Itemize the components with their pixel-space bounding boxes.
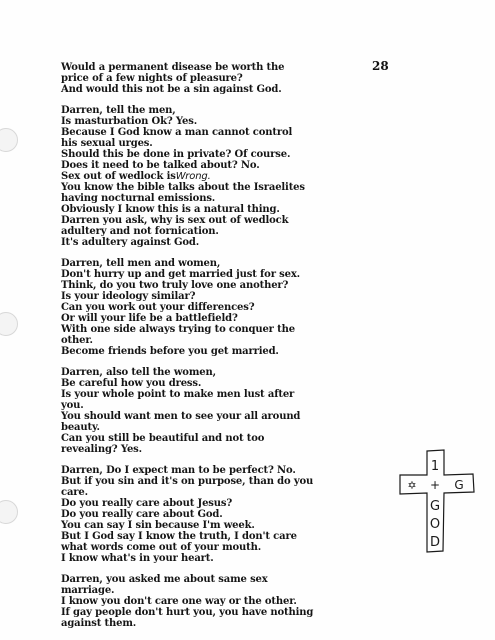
text-line <box>61 389 411 400</box>
text-line <box>61 465 411 476</box>
line-text: Obviously I know this is a natural thing. <box>61 204 280 215</box>
text-line <box>61 171 411 182</box>
binder-hole <box>0 312 18 336</box>
line-text: If gay people don't hurt you, you have nothing <box>61 607 314 618</box>
text-line <box>61 378 411 389</box>
cross-letter: + <box>429 478 441 492</box>
text-line <box>61 509 411 520</box>
line-text: But if you sin and it's on purpose, than do you <box>61 476 314 487</box>
text-line <box>61 553 411 564</box>
cross-letter: O <box>429 517 441 532</box>
line-text: You should want men to see your all around <box>61 411 301 422</box>
text-line <box>61 215 411 226</box>
line-text: Darren, Do I expect man to be perfect? No. <box>61 465 296 476</box>
letter-body <box>61 62 411 639</box>
text-line <box>61 138 411 149</box>
text-line <box>61 258 411 269</box>
text-line <box>61 149 411 160</box>
line-text: Is your whole point to make men lust after <box>61 389 295 400</box>
cross-drawing <box>397 448 477 554</box>
line-text: Is masturbation Ok? Yes. <box>61 116 198 127</box>
line-text: Should this be done in private? Of course. <box>61 149 291 160</box>
line-text: other. <box>61 335 93 346</box>
text-line <box>61 204 411 215</box>
text-line <box>61 62 411 73</box>
line-text: Don't hurry up and get married just for sex. <box>61 269 300 280</box>
line-text: Think, do you two truly love one another? <box>61 280 289 291</box>
text-line <box>61 531 411 542</box>
line-text: Become friends before you get married. <box>61 346 279 357</box>
cross-letter: G <box>454 478 464 492</box>
text-line <box>61 498 411 509</box>
line-text: revealing? Yes. <box>61 444 142 455</box>
cross-letter: 1 <box>430 459 440 474</box>
paragraph <box>61 258 411 357</box>
line-text: You know the bible talks about the Israelites <box>61 182 305 193</box>
line-text: against them. <box>61 618 137 629</box>
line-text: price of a few nights of pleasure? <box>61 73 243 84</box>
handwritten-word: Wrong. <box>175 171 211 182</box>
line-text: his sexual urges. <box>61 138 153 149</box>
page-number: 28 <box>372 59 389 73</box>
line-text: Darren, you asked me about same sex <box>61 574 268 585</box>
line-text: Be careful how you dress. <box>61 378 202 389</box>
star-of-david-icon: ✡ <box>407 479 417 492</box>
text-line <box>61 73 411 84</box>
text-line <box>61 84 411 95</box>
text-line <box>61 476 411 487</box>
line-text: But I God say I know the truth, I don't care <box>61 531 297 542</box>
text-line <box>61 596 411 607</box>
text-line <box>61 313 411 324</box>
line-text: It's adultery against God. <box>61 237 200 248</box>
text-line <box>61 280 411 291</box>
text-line <box>61 269 411 280</box>
text-line <box>61 618 411 629</box>
paragraph <box>61 105 411 248</box>
paragraph <box>61 367 411 455</box>
text-line <box>61 182 411 193</box>
line-text: Darren, tell the men, <box>61 105 176 116</box>
cross-letter: D <box>429 535 441 550</box>
text-line <box>61 422 411 433</box>
text-line <box>61 520 411 531</box>
cross-letter: G <box>429 499 441 514</box>
line-text: Darren, tell men and women, <box>61 258 221 269</box>
text-line <box>61 542 411 553</box>
line-text: Can you still be beautiful and not too <box>61 433 265 444</box>
line-text: And would this not be a sin against God. <box>61 84 282 95</box>
line-text: Because I God know a man cannot control <box>61 127 293 138</box>
text-line <box>61 291 411 302</box>
line-text: With one side always trying to conquer the <box>61 324 295 335</box>
text-line <box>61 226 411 237</box>
binder-hole <box>0 128 18 152</box>
text-line <box>61 607 411 618</box>
text-line <box>61 302 411 313</box>
text-line <box>61 487 411 498</box>
text-line <box>61 411 411 422</box>
line-text: Do you really care about God. <box>61 509 223 520</box>
text-line <box>61 367 411 378</box>
line-text: Or will your life be a battlefield? <box>61 313 238 324</box>
text-line <box>61 346 411 357</box>
line-text: Sex out of wedlock is <box>61 171 176 182</box>
line-text: Would a permanent disease be worth the <box>61 62 285 73</box>
line-text: care. <box>61 487 88 498</box>
paragraph <box>61 465 411 564</box>
paragraph <box>61 62 411 95</box>
line-text: having nocturnal emissions. <box>61 193 216 204</box>
binder-hole <box>0 500 18 524</box>
line-text: what words come out of your mouth. <box>61 542 262 553</box>
line-text: Does it need to be talked about? No. <box>61 160 260 171</box>
line-text: beauty. <box>61 422 100 433</box>
line-text: you. <box>61 400 84 411</box>
text-line <box>61 400 411 411</box>
line-text: I know you don't care one way or the other. <box>61 596 297 607</box>
text-line <box>61 160 411 171</box>
text-line <box>61 105 411 116</box>
text-line <box>61 574 411 585</box>
line-text: You can say I sin because I'm week. <box>61 520 255 531</box>
text-line <box>61 444 411 455</box>
text-line <box>61 324 411 335</box>
line-text: Darren you ask, why is sex out of wedlock <box>61 215 289 226</box>
text-line <box>61 433 411 444</box>
line-text: adultery and not fornication. <box>61 226 219 237</box>
line-text: marriage. <box>61 585 115 596</box>
line-text: I know what's in your heart. <box>61 553 214 564</box>
text-line <box>61 193 411 204</box>
text-line <box>61 127 411 138</box>
line-text: Is your ideology similar? <box>61 291 196 302</box>
text-line <box>61 335 411 346</box>
line-text: Do you really care about Jesus? <box>61 498 233 509</box>
paragraph <box>61 574 411 629</box>
text-line <box>61 585 411 596</box>
text-line <box>61 116 411 127</box>
text-line <box>61 237 411 248</box>
line-text: Darren, also tell the women, <box>61 367 216 378</box>
line-text: Can you work out your differences? <box>61 302 255 313</box>
